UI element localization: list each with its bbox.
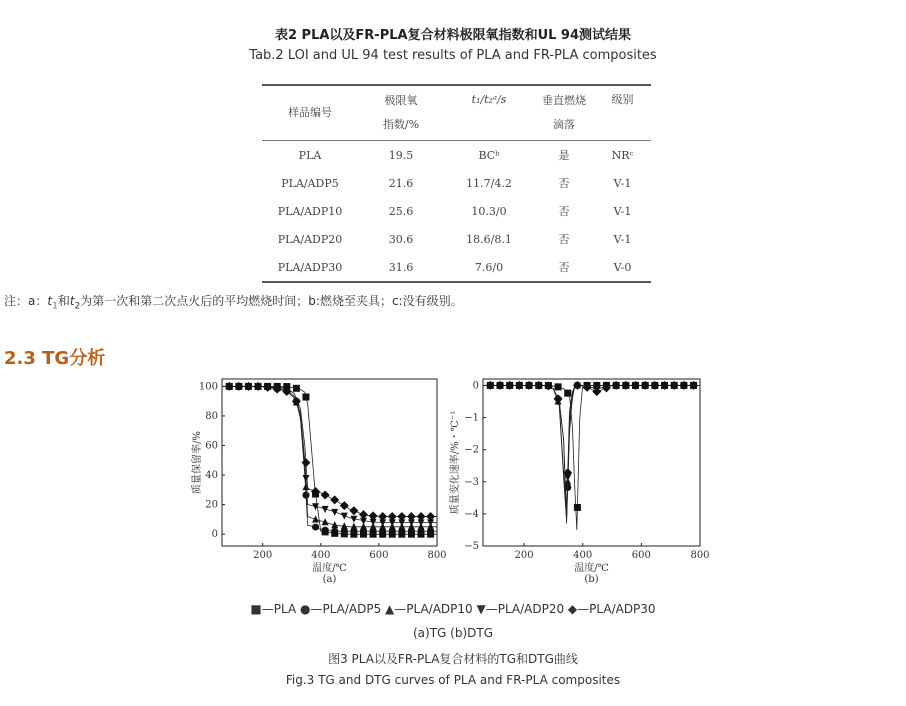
header-loi-line1: 极限氧 xyxy=(384,94,418,107)
plot-frame xyxy=(483,379,700,546)
cell-grade: NRᶜ xyxy=(611,148,634,162)
cell-drip: 否 xyxy=(558,233,570,246)
table-row xyxy=(262,225,651,253)
note-t2: t xyxy=(69,294,75,308)
cell-loi: 25.6 xyxy=(388,204,414,218)
header-drip-line1: 垂直燃烧 xyxy=(542,94,586,107)
y-tick-label: −3 xyxy=(464,476,479,488)
series-line xyxy=(222,386,437,522)
y-tick-label: 0 xyxy=(472,380,479,392)
marker-square xyxy=(302,394,309,401)
cell-grade: V-1 xyxy=(613,176,632,190)
cell-loi: 21.6 xyxy=(388,176,414,190)
note-sub2: 2 xyxy=(74,301,81,312)
marker-triangle-down xyxy=(341,513,348,520)
marker-diamond xyxy=(340,501,349,510)
note-and: 和 xyxy=(57,294,70,308)
cell-grade: V-1 xyxy=(613,232,632,246)
header-sample: 样品编号 xyxy=(288,106,332,119)
y-tick-label: −5 xyxy=(464,541,479,552)
series-pla-adp20 xyxy=(483,382,700,517)
series-pla-adp5 xyxy=(483,382,700,524)
marker-square xyxy=(574,504,581,511)
x-tick-label: 200 xyxy=(253,550,273,561)
marker-triangle-down xyxy=(331,509,338,516)
series-line xyxy=(222,386,437,534)
header-loi xyxy=(358,85,444,141)
marker-diamond xyxy=(292,397,301,406)
table-title: 表2 PLA以及FR-PLA复合材料极限氧指数和UL 94测试结果 xyxy=(274,28,632,43)
y-tick-label: −2 xyxy=(464,444,479,456)
series-line xyxy=(483,385,700,530)
marker-diamond xyxy=(554,394,563,403)
marker-circle xyxy=(312,524,319,531)
y-tick-label: 20 xyxy=(205,499,218,511)
cell-drip: 是 xyxy=(558,149,570,162)
cell-sample: PLA xyxy=(298,148,322,162)
header-loi-line2: 指数/% xyxy=(382,118,420,131)
x-axis-label: 温度/℃ xyxy=(312,563,347,574)
marker-circle xyxy=(331,528,338,535)
figure-subcaption: (a)TG (b)DTG xyxy=(412,626,493,640)
section-heading: 2.3 TG分析 xyxy=(4,348,106,369)
marker-diamond xyxy=(349,506,358,515)
y-tick-label: −4 xyxy=(464,508,479,520)
table-row xyxy=(262,197,651,225)
marker-square xyxy=(564,390,571,397)
marker-triangle-down xyxy=(302,475,309,482)
panel-label: (b) xyxy=(584,574,599,585)
cell-t: BCᵇ xyxy=(478,148,500,162)
series-pla-adp10 xyxy=(222,382,437,529)
figure-caption-en: Fig.3 TG and DTG curves of PLA and FR-PLA composites xyxy=(285,673,621,687)
series-line xyxy=(222,386,437,516)
cell-t: 10.3/0 xyxy=(471,204,507,218)
marker-square xyxy=(555,383,562,390)
table-footnote xyxy=(4,292,463,311)
y-tick-label: −1 xyxy=(464,412,479,424)
marker-diamond xyxy=(301,458,310,467)
figure-legend: ■—PLA ●—PLA/ADP5 ▲—PLA/ADP10 ▼—PLA/ADP20 ◆—PLA/ADP30 xyxy=(250,602,656,616)
cell-drip: 否 xyxy=(558,177,570,190)
series-line xyxy=(222,386,437,526)
x-tick-label: 800 xyxy=(427,550,447,561)
table-row xyxy=(262,141,651,170)
x-axis-label: 温度/℃ xyxy=(574,563,609,574)
marker-circle xyxy=(322,527,329,534)
cell-sample: PLA/ADP20 xyxy=(277,232,343,246)
x-tick-label: 400 xyxy=(311,550,331,561)
note-prefix: 注：a： xyxy=(4,294,48,308)
x-tick-label: 400 xyxy=(573,550,593,561)
x-tick-label: 600 xyxy=(369,550,389,561)
plot-frame xyxy=(222,379,437,546)
cell-loi: 31.6 xyxy=(388,260,414,274)
cell-t: 18.6/8.1 xyxy=(466,232,512,246)
series-pla xyxy=(483,382,700,530)
y-tick-label: 40 xyxy=(205,470,218,482)
table-header-row xyxy=(262,85,651,141)
series-pla-adp5 xyxy=(222,383,437,535)
series-line xyxy=(222,386,437,531)
series-line xyxy=(483,385,700,517)
header-drip xyxy=(534,85,594,141)
panel-label: (a) xyxy=(322,574,337,585)
table-subtitle: Tab.2 LOI and UL 94 test results of PLA and FR-PLA composites xyxy=(249,48,657,63)
cell-t: 7.6/0 xyxy=(474,260,504,274)
y-tick-label: 0 xyxy=(211,529,218,541)
marker-diamond xyxy=(321,491,330,500)
cell-grade: V-1 xyxy=(613,204,632,218)
header-drip-line2: 滴落 xyxy=(553,118,575,131)
series-line xyxy=(483,385,700,520)
cell-loi: 30.6 xyxy=(388,232,414,246)
series-pla-adp30 xyxy=(483,381,700,514)
series-pla-adp30 xyxy=(222,382,437,521)
series-pla-adp20 xyxy=(222,383,437,526)
cell-sample: PLA/ADP10 xyxy=(277,204,343,218)
header-time: t₁/t₂ᵃ/s xyxy=(471,93,507,106)
results-table xyxy=(262,84,651,283)
series-pla-adp10 xyxy=(483,381,700,520)
cell-drip: 否 xyxy=(558,261,570,274)
y-tick-label: 80 xyxy=(205,410,218,422)
marker-triangle-up xyxy=(350,523,357,530)
table-row xyxy=(262,169,651,197)
x-tick-label: 200 xyxy=(514,550,534,561)
cell-sample: PLA/ADP5 xyxy=(281,176,339,190)
series-line xyxy=(483,385,700,523)
series-line xyxy=(483,385,700,513)
cell-drip: 否 xyxy=(558,205,570,218)
marker-triangle-up xyxy=(302,483,309,490)
note-t1: t xyxy=(47,294,53,308)
y-tick-label: 60 xyxy=(205,440,218,452)
figure-caption-cn: 图3 PLA以及FR-PLA复合材料的TG和DTG曲线 xyxy=(328,652,578,666)
note-sub1: 1 xyxy=(52,301,58,312)
series-pla xyxy=(222,383,437,538)
cell-loi: 19.5 xyxy=(388,148,414,162)
marker-diamond xyxy=(330,495,339,504)
cell-sample: PLA/ADP30 xyxy=(277,260,343,274)
y-axis-label: 质量保留率/% xyxy=(192,431,203,494)
cell-t: 11.7/4.2 xyxy=(466,176,512,190)
marker-square xyxy=(293,385,300,392)
y-axis-label: 质量变化速率/%・℃⁻¹ xyxy=(450,410,461,515)
note-rest: 为第一次和第二次点火后的平均燃烧时间；b:燃烧至夹具；c:没有级别。 xyxy=(80,294,463,308)
header-grade: 级别 xyxy=(611,93,634,106)
cell-grade: V-0 xyxy=(613,260,632,274)
x-tick-label: 800 xyxy=(690,550,710,561)
y-tick-label: 100 xyxy=(198,381,218,393)
figure-tg-dtg xyxy=(190,375,720,590)
table-row xyxy=(262,253,651,282)
x-tick-label: 600 xyxy=(631,550,651,561)
